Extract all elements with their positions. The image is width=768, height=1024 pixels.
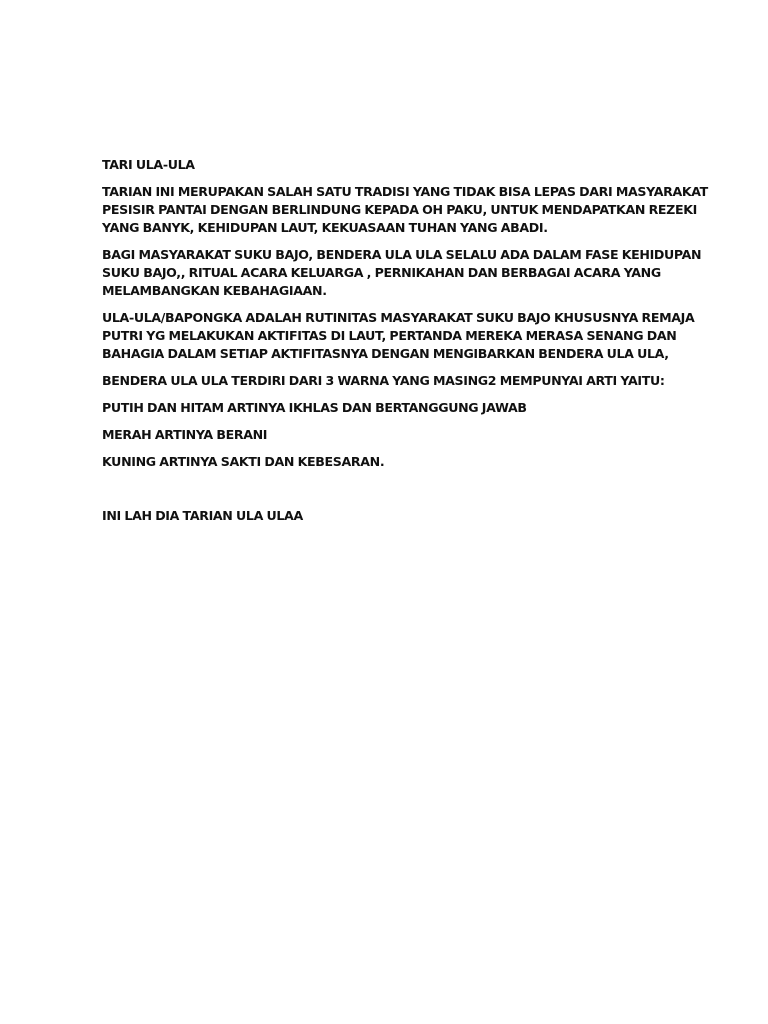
text-line: BAGI MASYARAKAT SUKU BAJO, BENDERA ULA ULA SELALU ADA DALAM FASE KEHIDUPAN	[102, 247, 702, 262]
text-line: YANG BANYK, KEHIDUPAN LAUT, KEKUASAAN TUHAN YANG ABADI.	[102, 220, 548, 235]
title-line: TARI ULA-ULA	[102, 157, 195, 172]
text-line: BAHAGIA DALAM SETIAP AKTIFITASNYA DENGAN MENGIBARKAN BENDERA ULA ULA,	[102, 346, 669, 361]
paragraph-1	[102, 183, 708, 237]
paragraph-5	[102, 399, 682, 417]
text-line: PUTRI YG MELAKUKAN AKTIFITAS DI LAUT, PERTANDA MEREKA MERASA SENANG DAN	[102, 328, 677, 343]
document-title	[102, 156, 682, 174]
text-line: BENDERA ULA ULA TERDIRI DARI 3 WARNA YANG MASING2 MEMPUNYAI ARTI YAITU:	[102, 373, 665, 388]
paragraph-3	[102, 309, 695, 363]
paragraph-2	[102, 246, 702, 300]
text-line: PESISIR PANTAI DENGAN BERLINDUNG KEPADA OH PAKU, UNTUK MENDAPATKAN REZEKI	[102, 202, 697, 217]
paragraph-7	[102, 453, 682, 471]
text-line: INI LAH DIA TARIAN ULA ULAA	[102, 508, 303, 523]
text-line: MELAMBANGKAN KEBAHAGIAAN.	[102, 283, 327, 298]
text-line: SUKU BAJO,, RITUAL ACARA KELUARGA , PERNIKAHAN DAN BERBAGAI ACARA YANG	[102, 265, 661, 280]
closing-line	[102, 507, 682, 525]
text-line: TARIAN INI MERUPAKAN SALAH SATU TRADISI YANG TIDAK BISA LEPAS DARI MASYARAKAT	[102, 184, 708, 199]
document-body	[102, 156, 708, 534]
paragraph-6	[102, 426, 682, 444]
text-line: ULA-ULA/BAPONGKA ADALAH RUTINITAS MASYARAKAT SUKU BAJO KHUSUSNYA REMAJA	[102, 310, 695, 325]
text-line: PUTIH DAN HITAM ARTINYA IKHLAS DAN BERTANGGUNG JAWAB	[102, 400, 527, 415]
paragraph-4	[102, 372, 682, 390]
text-line: MERAH ARTINYA BERANI	[102, 427, 268, 442]
text-line: KUNING ARTINYA SAKTI DAN KEBESARAN.	[102, 454, 385, 469]
